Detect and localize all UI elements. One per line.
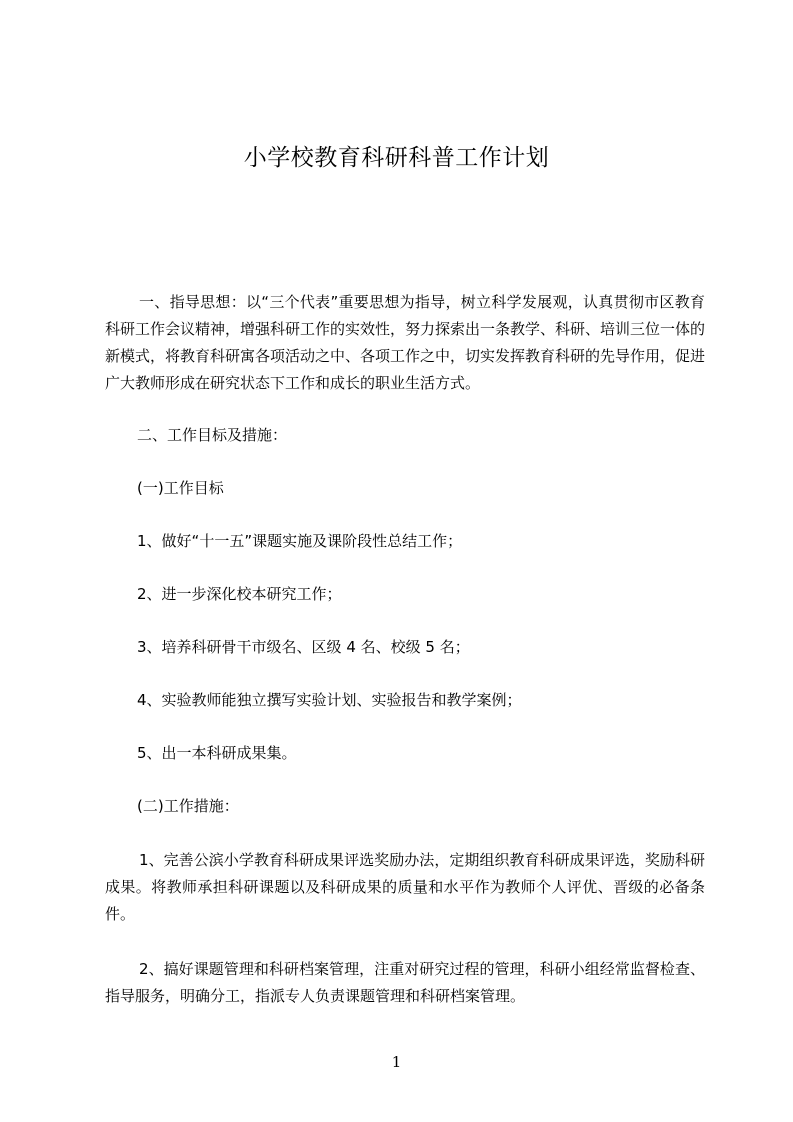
goals-measures-heading: 二、工作目标及措施：	[137, 426, 288, 444]
goal-item-5: 5、出一本科研成果集。	[137, 744, 297, 762]
page-number: 1	[391, 1053, 402, 1071]
guiding-thought-paragraph: 一、指导思想：以“三个代表”重要思想为指导，树立科学发展观，认真贯彻市区教育科研工作会议精神，增强科研工作的实效性，努力探索出一条教学、科研、培训三位一体的新模式，将教育科研寓各项活动之中、各项工作之中，切实发挥教育科研的先导作用，促进广大教师形成在研究状态下工作和成长的职业生活方式。	[105, 293, 706, 392]
measure-paragraph-1: 1、完善公滨小学教育科研成果评选奖励办法，定期组织教育科研成果评选，奖励科研成果。将教师承担科研课题以及科研成果的质量和水平作为教师个人评优、晋级的必备条件。	[105, 851, 705, 923]
goal-item-3: 3、培养科研骨干市级名、区级 4 名、校级 5 名；	[137, 638, 470, 656]
work-measures-heading: (二)工作措施：	[137, 797, 239, 815]
measure-paragraph-2: 2、搞好课题管理和科研档案管理，注重对研究过程的管理，科研小组经常监督检查、指导服务，明确分工，指派专人负责课题管理和科研档案管理。	[105, 960, 705, 1005]
goal-item-2: 2、进一步深化校本研究工作；	[137, 585, 342, 603]
goal-item-4: 4、实验教师能独立撰写实验计划、实验报告和教学案例；	[137, 691, 522, 709]
work-goals-heading: (一)工作目标	[137, 479, 224, 497]
goal-item-1: 1、做好“十一五”课题实施及课阶段性总结工作；	[137, 532, 463, 550]
page-title: 小学校教育科研科普工作计划	[243, 145, 550, 171]
